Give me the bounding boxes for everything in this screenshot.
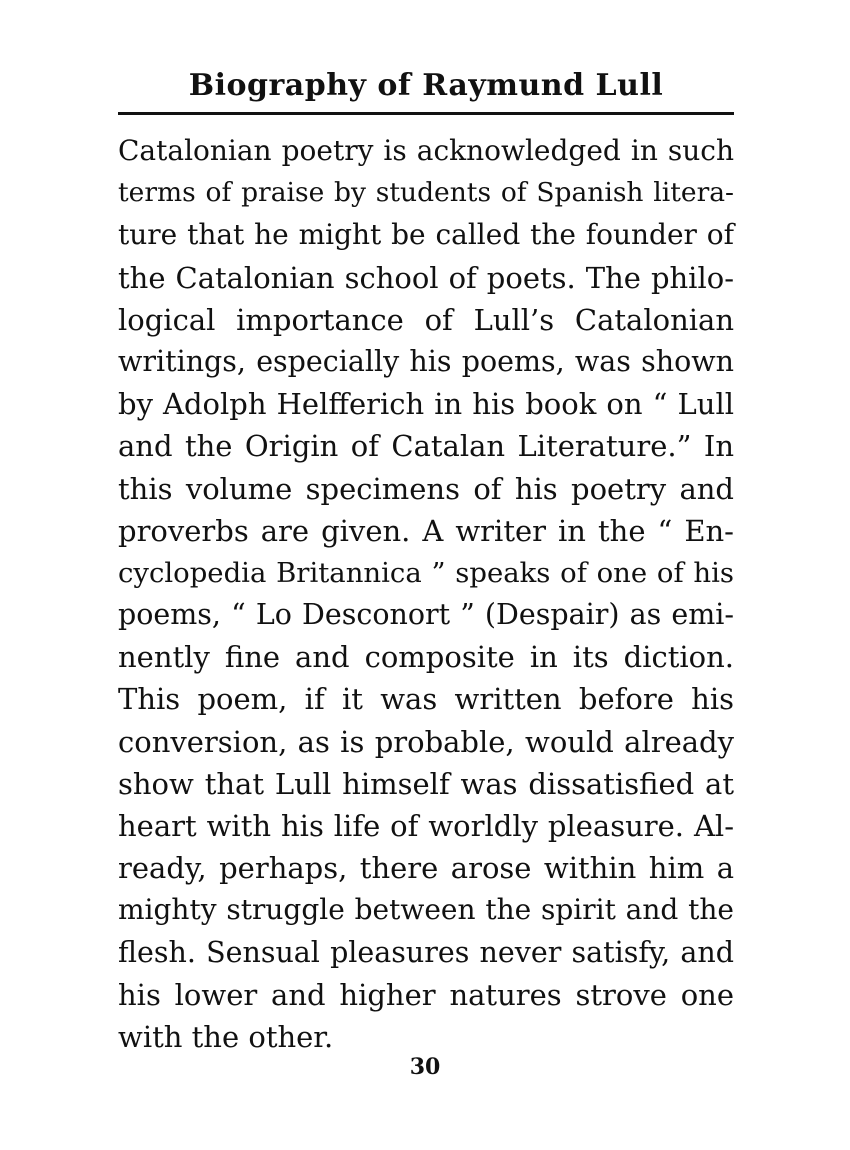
body-paragraph: [118, 130, 734, 1058]
text-line: and the Origin of Catalan Literature.” In: [118, 429, 734, 464]
text-line: the Catalonian school of poets. The philo-: [118, 260, 734, 295]
header-rule: [118, 112, 734, 115]
text-line: nently fine and composite in its diction.: [118, 640, 734, 675]
text-line: mighty struggle between the spirit and the: [118, 893, 734, 927]
text-line: Catalonian poetry is acknowledged in such: [118, 134, 734, 167]
text-line: by Adolph Helfferich in his book on “ Lull: [118, 387, 734, 422]
text-line: heart with his life of worldly pleasure. Al-: [118, 809, 734, 843]
text-line: cyclopedia Britannica ” speaks of one of his: [118, 556, 734, 589]
text-line: his lower and higher natures strove one: [118, 977, 734, 1012]
running-head-title: Biography of Raymund Lull: [188, 68, 664, 103]
text-line: ture that he might be called the founder of: [118, 218, 734, 252]
text-line: flesh. Sensual pleasures never satisfy, and: [118, 935, 734, 969]
text-line: logical importance of Lull’s Catalonian: [118, 302, 734, 337]
text-line: This poem, if it was written before his: [118, 682, 734, 717]
text-line: proverbs are given. A writer in the “ En-: [118, 513, 734, 548]
text-line: writings, especially his poems, was shown: [118, 344, 734, 378]
text-line: ready, perhaps, there arose within him a: [118, 851, 734, 886]
text-line: with the other.: [118, 1019, 334, 1054]
text-line: conversion, as is probable, would already: [118, 724, 734, 759]
text-line: this volume specimens of his poetry and: [118, 471, 734, 506]
page-number: 30: [409, 1054, 441, 1080]
text-line: poems, “ Lo Desconort ” (Despair) as emi-: [118, 598, 734, 632]
text-line: terms of praise by students of Spanish litera-: [118, 177, 734, 209]
text-line: show that Lull himself was dissatisfied at: [118, 766, 734, 801]
